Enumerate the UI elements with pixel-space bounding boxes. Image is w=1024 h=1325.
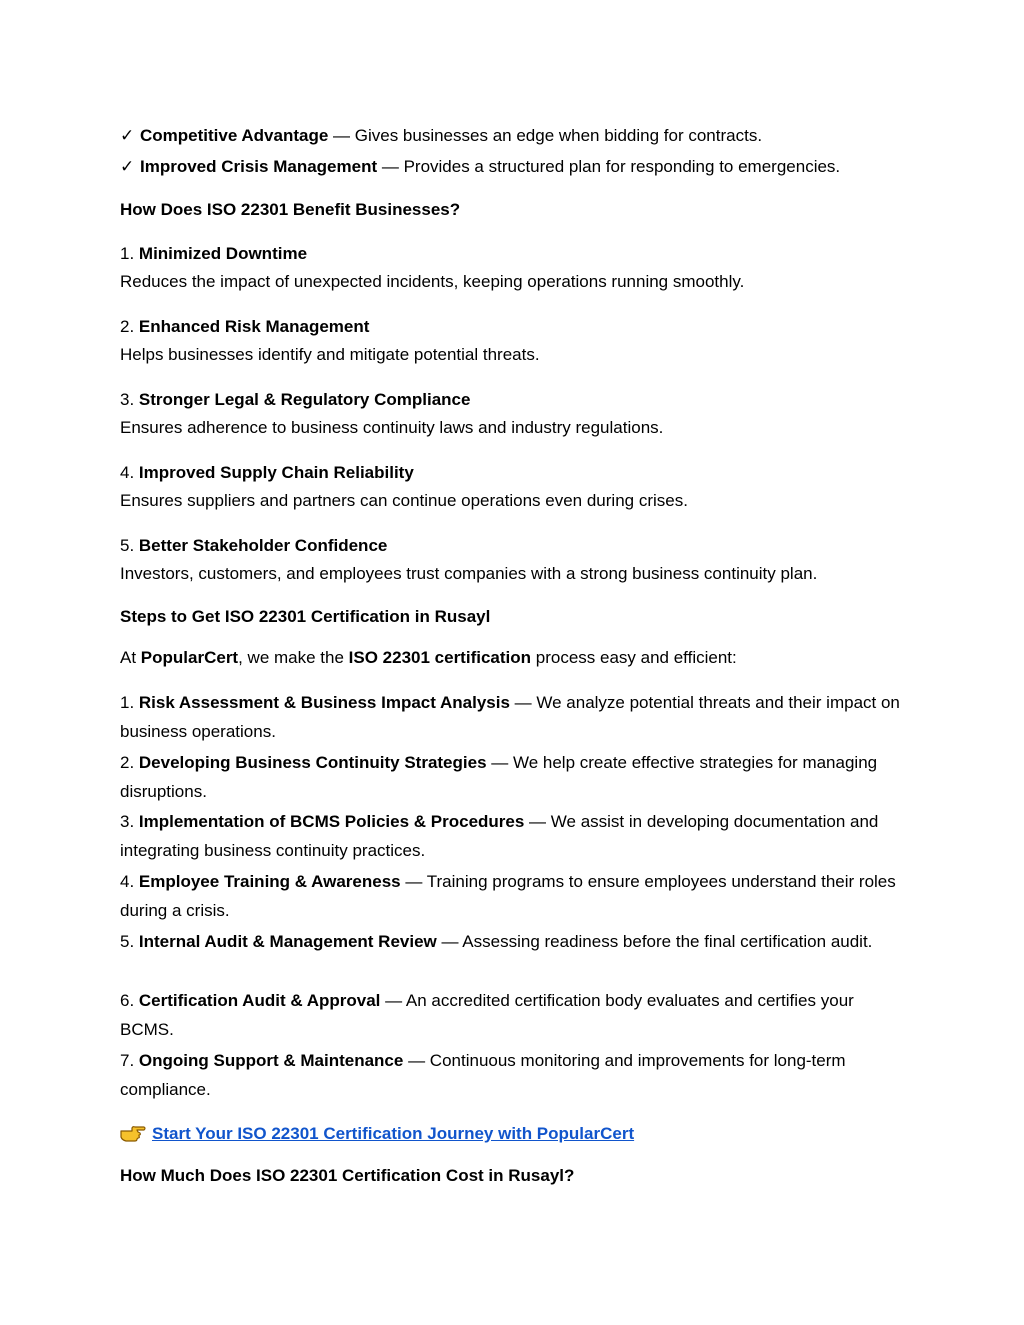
step-title: Risk Assessment & Business Impact Analysis: [138, 693, 510, 712]
benefit-title: Improved Supply Chain Reliability: [138, 463, 414, 482]
step-text: — We assist in developing documentation and integrating business continuity practices.: [120, 812, 879, 860]
advantage-title: Competitive Advantage: [140, 126, 329, 145]
steps-heading: Steps to Get ISO 22301 Certification in Rusayl: [120, 607, 491, 626]
step-title: Ongoing Support & Maintenance: [138, 1051, 404, 1070]
benefit-description: Reduces the impact of unexpected incidents, keeping operations running smoothly.: [120, 272, 745, 291]
step-title: Internal Audit & Management Review: [138, 932, 437, 951]
cost-heading: How Much Does ISO 22301 Certification Cost in Rusayl?: [120, 1166, 575, 1185]
benefit-title-line: 4. Improved Supply Chain Reliability: [120, 463, 414, 482]
benefit-title-line: 5. Better Stakeholder Confidence: [120, 536, 388, 555]
benefit-title: Minimized Downtime: [138, 244, 308, 263]
checkmark-icon: ✓: [120, 157, 135, 176]
benefit-title: Enhanced Risk Management: [138, 317, 370, 336]
step-text: — Assessing readiness before the final certification audit.: [436, 932, 873, 951]
step-item: 6. Certification Audit & Approval — An accredited certification body evaluates and certifies your BCMS.: [120, 991, 854, 1039]
benefit-title: Stronger Legal & Regulatory Compliance: [138, 390, 471, 409]
step-item: 7. Ongoing Support & Maintenance — Continuous monitoring and improvements for long-term compliance.: [120, 1051, 846, 1099]
step-text: — We analyze potential threats and their impact on business operations.: [120, 693, 900, 741]
advantage-text: — Gives businesses an edge when bidding for contracts.: [328, 126, 763, 145]
pointing-hand-icon: [120, 1124, 146, 1142]
step-text: — Continuous monitoring and improvements for long-term compliance.: [120, 1051, 846, 1099]
benefit-title-line: 2. Enhanced Risk Management: [120, 317, 370, 336]
step-title: Implementation of BCMS Policies & Procedures: [138, 812, 525, 831]
benefit-description: Ensures suppliers and partners can continue operations even during crises.: [120, 491, 688, 510]
advantage-item: [120, 156, 840, 178]
benefit-description: Investors, customers, and employees trust companies with a strong business continuity plan.: [120, 564, 818, 583]
step-item: 3. Implementation of BCMS Policies & Procedures — We assist in developing documentation and integrating business continuity practices.: [120, 812, 879, 860]
step-item: 2. Developing Business Continuity Strategies — We help create effective strategies for managing disruptions.: [120, 753, 878, 801]
step-title: Developing Business Continuity Strategies: [138, 753, 487, 772]
advantage-title: Improved Crisis Management: [140, 157, 378, 176]
step-item: 1. Risk Assessment & Business Impact Analysis — We analyze potential threats and their impact on business operations.: [120, 693, 900, 741]
step-item: 5. Internal Audit & Management Review — Assessing readiness before the final certification audit.: [120, 932, 873, 951]
benefits-heading: How Does ISO 22301 Benefit Businesses?: [120, 200, 461, 219]
checkmark-icon: ✓: [120, 126, 135, 145]
start-certification-link[interactable]: Start Your ISO 22301 Certification Journey with PopularCert: [152, 1124, 635, 1143]
benefit-title: Better Stakeholder Confidence: [138, 536, 388, 555]
benefit-description: Helps businesses identify and mitigate potential threats.: [120, 345, 540, 364]
brand-name: PopularCert: [140, 648, 239, 667]
intro-paragraph: At PopularCert, we make the ISO 22301 certification process easy and efficient:: [120, 648, 737, 667]
step-text: — Training programs to ensure employees understand their roles during a crisis.: [120, 872, 896, 920]
step-text: — An accredited certification body evaluates and certifies your BCMS.: [120, 991, 854, 1039]
benefit-title-line: 3. Stronger Legal & Regulatory Compliance: [120, 390, 471, 409]
step-title: Certification Audit & Approval: [138, 991, 381, 1010]
benefit-description: Ensures adherence to business continuity laws and industry regulations.: [120, 418, 664, 437]
step-text: — We help create effective strategies for managing disruptions.: [120, 753, 878, 801]
step-item: 4. Employee Training & Awareness — Training programs to ensure employees understand their roles during a crisis.: [120, 872, 896, 920]
advantage-text: — Provides a structured plan for responding to emergencies.: [377, 157, 841, 176]
cta-line: [120, 1123, 634, 1145]
step-title: Employee Training & Awareness: [138, 872, 401, 891]
benefit-title-line: 1. Minimized Downtime: [120, 244, 308, 263]
standard-name: ISO 22301 certification: [348, 648, 532, 667]
advantage-item: [120, 125, 762, 147]
